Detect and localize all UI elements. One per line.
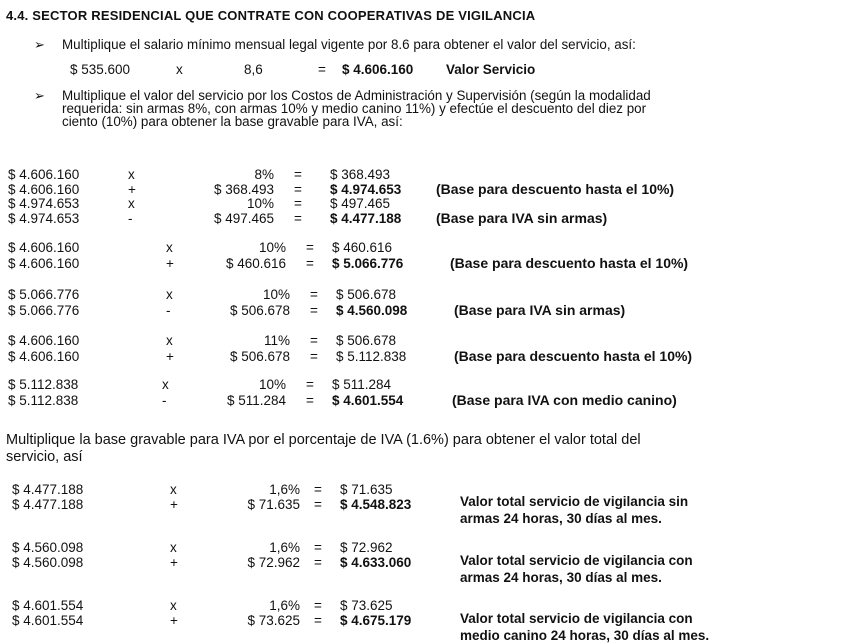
result-note: (Base para IVA con medio canino) — [452, 391, 677, 408]
equals-sign: = — [314, 555, 322, 570]
result-value: $ 4.974.653 — [330, 181, 402, 197]
result-value: $ 5.066.776 — [332, 255, 404, 271]
operand-a: $ 4.601.554 — [12, 613, 84, 628]
operand-a: $ 4.606.160 — [8, 348, 80, 364]
calculation-row — [0, 333, 846, 348]
operator: - — [166, 302, 171, 318]
operator: + — [166, 255, 174, 271]
result-note: (Base para IVA sin armas) — [454, 301, 626, 318]
calculation-row — [0, 240, 846, 255]
operator: x — [170, 598, 177, 613]
operand-b: 1,6% — [269, 540, 300, 555]
operand-b: $ 72.962 — [247, 555, 300, 570]
result-value: $ 511.284 — [332, 377, 392, 392]
operand-b: $ 73.625 — [247, 613, 300, 628]
calculation-row — [0, 196, 846, 211]
operand-a: $ 4.606.160 — [8, 167, 80, 182]
step1-result-label: Valor Servicio — [446, 62, 536, 77]
operand-b: $ 506.678 — [229, 348, 290, 364]
equals-sign: = — [314, 613, 322, 628]
result-value: $ 4.560.098 — [336, 302, 408, 318]
result-value: $ 4.633.060 — [340, 555, 412, 570]
operand-a: $ 4.477.188 — [12, 482, 84, 497]
operand-b: $ 506.678 — [229, 302, 290, 318]
operand-a: $ 5.112.838 — [8, 392, 79, 408]
operand-a: $ 4.560.098 — [12, 555, 84, 570]
operand-b: 10% — [258, 377, 286, 392]
operand-b: 11% — [263, 333, 290, 348]
operand-b: 1,6% — [269, 598, 300, 613]
result-value: $ 5.112.838 — [336, 348, 407, 364]
operator: x — [166, 287, 173, 302]
operator: + — [170, 555, 178, 570]
result-note: (Base para IVA sin armas) — [436, 209, 608, 226]
operator: x — [166, 240, 173, 255]
calculation-row — [0, 287, 846, 302]
result-value: $ 72.962 — [340, 540, 393, 555]
operand-a: $ 4.606.160 — [8, 255, 80, 271]
equals-sign: = — [294, 210, 302, 226]
operand-a: $ 4.601.554 — [12, 598, 84, 613]
operand-a: $ 4.606.160 — [8, 333, 80, 348]
operand-b: 8% — [254, 167, 274, 182]
equals-sign: = — [314, 482, 322, 497]
result-value: $ 4.548.823 — [340, 497, 412, 512]
result-value: $ 506.678 — [336, 333, 397, 348]
equals-sign: = — [306, 377, 314, 392]
operand-b: 10% — [258, 240, 286, 255]
total-calculation-row — [0, 555, 846, 570]
calculation-row — [0, 256, 846, 271]
operand-a: $ 4.606.160 — [8, 240, 80, 255]
total-calculation-row — [0, 598, 846, 613]
step2-instruction-line: ciento (10%) para obtener la base gravable para IVA, así: — [62, 114, 403, 129]
operand-b: 10% — [262, 287, 290, 302]
total-description-line: Valor total servicio de vigilancia con — [460, 553, 693, 568]
result-value: $ 4.477.188 — [330, 210, 402, 226]
step1-calculation — [0, 62, 846, 78]
operand-a: $ 5.066.776 — [8, 287, 80, 302]
operator: - — [162, 392, 167, 408]
step1-operand-b: 8,6 — [244, 62, 263, 77]
total-calculation-row — [0, 613, 846, 628]
equals-sign: = — [310, 287, 318, 302]
operator: x — [166, 333, 173, 348]
calculation-row — [0, 377, 846, 392]
equals-sign: = — [314, 540, 322, 555]
equals-sign: = — [294, 181, 302, 197]
calculation-row — [0, 393, 846, 408]
operator: x — [128, 196, 135, 211]
operator: + — [166, 348, 174, 364]
calculation-row — [0, 303, 846, 318]
section-title: 4.4. SECTOR RESIDENCIAL QUE CONTRATE CON COOPERATIVAS DE VIGILANCIA — [6, 8, 536, 23]
operator: + — [170, 613, 178, 628]
result-value: $ 4.601.554 — [332, 392, 404, 408]
equals-sign: = — [294, 196, 302, 211]
operand-b: $ 460.616 — [225, 255, 286, 271]
total-description-line: Valor total servicio de vigilancia con — [460, 611, 693, 626]
operator: - — [128, 210, 133, 226]
result-value: $ 506.678 — [336, 287, 397, 302]
equals-sign: = — [310, 302, 318, 318]
equals-sign: = — [306, 240, 314, 255]
step1-equals: = — [318, 62, 326, 77]
result-value: $ 460.616 — [332, 240, 393, 255]
calculation-row — [0, 349, 846, 364]
equals-sign: = — [310, 333, 318, 348]
total-description-line: medio canino 24 horas, 30 días al mes. — [460, 628, 710, 643]
total-description-line: Valor total servicio de vigilancia sin — [460, 494, 689, 509]
equals-sign: = — [314, 598, 322, 613]
operand-a: $ 4.560.098 — [12, 540, 84, 555]
operator: x — [170, 540, 177, 555]
result-value: $ 368.493 — [330, 167, 391, 182]
operand-b: $ 71.635 — [247, 497, 300, 512]
operand-b: $ 497.465 — [213, 210, 274, 226]
total-calculation-row — [0, 482, 846, 497]
result-note: (Base para descuento hasta el 10%) — [450, 254, 689, 271]
equals-sign: = — [306, 255, 314, 271]
step1-operand-a: $ 535.600 — [70, 62, 131, 77]
calculation-row — [0, 182, 846, 197]
operand-b: $ 368.493 — [213, 181, 274, 197]
total-description-line: armas 24 horas, 30 días al mes. — [460, 570, 662, 585]
equals-sign: = — [306, 392, 314, 408]
result-note: (Base para descuento hasta el 10%) — [436, 180, 675, 197]
step3-instruction-line: servicio, así — [6, 449, 83, 465]
equals-sign: = — [294, 167, 302, 182]
result-value: $ 4.675.179 — [340, 613, 412, 628]
step1-result: $ 4.606.160 — [342, 62, 414, 77]
operand-a: $ 4.477.188 — [12, 497, 84, 512]
bullet-arrow-icon: ➢ — [34, 88, 45, 103]
operator: x — [162, 377, 169, 392]
operand-b: $ 511.284 — [226, 392, 286, 408]
calculation-row — [0, 211, 846, 226]
operator: + — [128, 181, 136, 197]
equals-sign: = — [314, 497, 322, 512]
operand-a: $ 5.112.838 — [8, 377, 79, 392]
operand-a: $ 4.606.160 — [8, 181, 80, 197]
step2-instruction-line: requerida: sin armas 8%, con armas 10% y medio canino 11%) y efectúe el descuento del diez por — [62, 101, 647, 116]
operator: x — [128, 167, 135, 182]
step3-instruction-line: Multiplique la base gravable para IVA por el porcentaje de IVA (1.6%) para obtener el valor total del — [6, 432, 641, 448]
operand-a: $ 5.066.776 — [8, 302, 80, 318]
bullet-arrow-icon: ➢ — [34, 37, 45, 52]
step2-instruction-line: Multiplique el valor del servicio por los Costos de Administración y Supervisión (según la modalidad — [62, 88, 651, 103]
result-value: $ 497.465 — [330, 196, 391, 211]
operator: + — [170, 497, 178, 512]
operand-a: $ 4.974.653 — [8, 210, 80, 226]
total-calculation-row — [0, 540, 846, 555]
result-value: $ 71.635 — [340, 482, 393, 497]
operand-b: 1,6% — [269, 482, 300, 497]
step1-operator: x — [176, 62, 183, 77]
total-description-line: armas 24 horas, 30 días al mes. — [460, 511, 662, 526]
result-value: $ 73.625 — [340, 598, 393, 613]
operand-b: 10% — [246, 196, 274, 211]
operand-a: $ 4.974.653 — [8, 196, 80, 211]
step1-instruction: Multiplique el salario mínimo mensual legal vigente por 8.6 para obtener el valor del servicio, así: — [62, 37, 636, 52]
equals-sign: = — [310, 348, 318, 364]
result-note: (Base para descuento hasta el 10%) — [454, 347, 693, 364]
operator: x — [170, 482, 177, 497]
total-calculation-row — [0, 497, 846, 512]
calculation-row — [0, 167, 846, 182]
